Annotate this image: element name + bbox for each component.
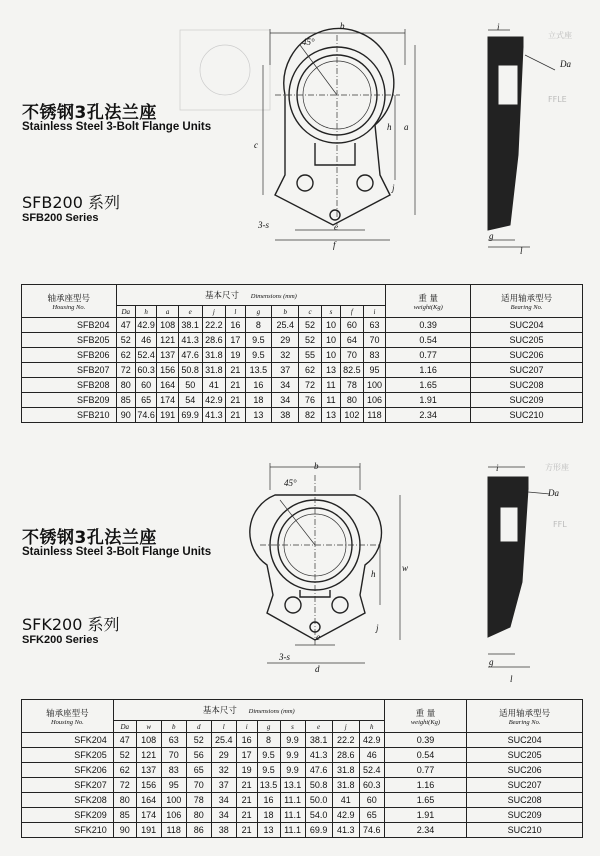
sfb-dim-cell: 11 (321, 393, 340, 408)
sfb-dim-cell: 74.6 (135, 408, 156, 423)
sfb-model-cell: SFB209 (22, 393, 117, 408)
sfb-dim-cell: 174 (157, 393, 178, 408)
sfk-col-d: d (186, 721, 211, 733)
sfb-dim-cell: 106 (363, 393, 386, 408)
sfk-housing-header: 轴承座型号 Housing No. (22, 700, 114, 733)
sfk-model-cell: SFK208 (22, 793, 114, 808)
sfk-dim-cell: 69.9 (305, 823, 332, 838)
table-row (22, 778, 583, 793)
sfk-col-h: h (359, 721, 384, 733)
sfk-dim-cell: 54.0 (305, 808, 332, 823)
sfb-col-c: c (299, 306, 322, 318)
sfb-col-h: h (135, 306, 156, 318)
table-row (22, 363, 583, 378)
sfk-dim-cell: 42.9 (359, 733, 384, 748)
sfb-bearing-cell: SUC206 (471, 348, 583, 363)
sfk-dim-cell: 38.1 (305, 733, 332, 748)
sfk-dim-cell: 21 (236, 793, 257, 808)
sfk-dim-cell: 118 (161, 823, 186, 838)
sfb-dim-cell: 42.9 (135, 318, 156, 333)
sfk-dim-cell: 18 (257, 808, 280, 823)
sfb-dim-cell: 55 (299, 348, 322, 363)
sfk-dim-cell: 52 (113, 748, 136, 763)
sfb-bearing-cell: SUC208 (471, 378, 583, 393)
sfb-dim-cell: 19 (226, 348, 245, 363)
sfk-dim-cell: 191 (136, 823, 161, 838)
table-row (22, 393, 583, 408)
sfb-dim-cell: 22.2 (202, 318, 226, 333)
sfb-weight-cell: 1.16 (386, 363, 471, 378)
sfk-bearing-cell: SUC204 (467, 733, 583, 748)
table-row (22, 823, 583, 838)
sfk-dim-cell: 156 (136, 778, 161, 793)
sfk-dim-cell: 22.2 (332, 733, 359, 748)
sfb-dim-cell: 13 (321, 408, 340, 423)
table-row (22, 793, 583, 808)
sfk-dim-cell: 65 (359, 808, 384, 823)
sfb-dim-cell: 50 (178, 378, 202, 393)
sfb-dim-cell: 102 (341, 408, 364, 423)
sfb-dim-cell: 9.5 (245, 348, 272, 363)
sfk-dim-cell: 29 (211, 748, 236, 763)
sfb-dim-cell: 18 (245, 393, 272, 408)
sfb-dim-cell: 76 (299, 393, 322, 408)
sfb-bearing-cell: SUC205 (471, 333, 583, 348)
sfk-model-cell: SFK206 (22, 763, 114, 778)
sfk-dim-cell: 50.0 (305, 793, 332, 808)
sfb-weight-header: 重 量 weight(Kg) (386, 285, 471, 318)
sfk-dim-cell: 47 (113, 733, 136, 748)
sfb-dim-cell: 52 (116, 333, 135, 348)
s1-dim-i: i (497, 22, 500, 32)
sfb-dim-cell: 13.5 (245, 363, 272, 378)
sfk-dim-cell: 70 (186, 778, 211, 793)
sfk-dim-cell: 52.4 (359, 763, 384, 778)
sfk-dim-cell: 46 (359, 748, 384, 763)
sfk-dim-cell: 80 (113, 793, 136, 808)
sfk-weight-header: 重 量 weight(Kg) (384, 700, 466, 733)
sfk-dim-cell: 42.9 (332, 808, 359, 823)
sfb-dim-cell: 70 (363, 333, 386, 348)
sfk-dim-cell: 121 (136, 748, 161, 763)
sfk-dim-cell: 62 (113, 763, 136, 778)
sfb-weight-cell: 1.65 (386, 378, 471, 393)
s2-dim-angle: 45° (284, 478, 297, 488)
sfk-col-j: j (332, 721, 359, 733)
sfb-dim-cell: 10 (321, 333, 340, 348)
sfb-dim-cell: 191 (157, 408, 178, 423)
s2-dim-3s: 3-s (279, 652, 290, 662)
sfb-dim-cell: 60 (341, 318, 364, 333)
sfb-dim-cell: 25.4 (272, 318, 299, 333)
sfb-dim-cell: 38.1 (178, 318, 202, 333)
sfk-model-cell: SFK204 (22, 733, 114, 748)
s2-dim-h: h (371, 569, 376, 579)
sfb-dim-cell: 13 (321, 363, 340, 378)
sfb-dim-cell: 34 (272, 393, 299, 408)
sfb-dim-cell: 21 (226, 363, 245, 378)
sfk-dim-cell: 41 (332, 793, 359, 808)
sfb-dim-cell: 11 (321, 378, 340, 393)
sfb-dim-cell: 50.8 (178, 363, 202, 378)
sfb-dim-cell: 16 (226, 318, 245, 333)
table-row (22, 348, 583, 363)
sfb-dim-cell: 9.5 (245, 333, 272, 348)
sfk-dim-cell: 78 (186, 793, 211, 808)
sfk-dim-cell: 108 (136, 733, 161, 748)
sfb-dim-cell: 60 (135, 378, 156, 393)
sfb-bearing-cell: SUC210 (471, 408, 583, 423)
sfb-col-i: i (363, 306, 386, 318)
sfk-dim-cell: 9.9 (280, 748, 305, 763)
sfk-dim-cell: 52 (186, 733, 211, 748)
section2-title-zh: 不锈钢3孔法兰座 (22, 528, 157, 548)
sfk-dim-cell: 13.5 (257, 778, 280, 793)
sfb-col-da: Da (116, 306, 135, 318)
sfk-dim-cell: 86 (186, 823, 211, 838)
section1-side-view-drawing (470, 25, 560, 255)
sfb-bearing-cell: SUC204 (471, 318, 583, 333)
sfk-model-cell: SFK210 (22, 823, 114, 838)
sfb-dim-cell: 46 (135, 333, 156, 348)
sfk-dim-cell: 21 (236, 823, 257, 838)
sfb-dim-cell: 52 (299, 318, 322, 333)
sfb-dim-cell: 37 (272, 363, 299, 378)
sfk-dim-cell: 83 (161, 763, 186, 778)
sfk-col-da: Da (113, 721, 136, 733)
sfb-dim-cell: 8 (245, 318, 272, 333)
sfb-dim-cell: 21 (226, 393, 245, 408)
sfk-dim-cell: 56 (186, 748, 211, 763)
sfk-dim-cell: 19 (236, 763, 257, 778)
sfb-model-cell: SFB210 (22, 408, 117, 423)
sfk-col-b: b (161, 721, 186, 733)
sfk-dim-cell: 9.5 (257, 748, 280, 763)
sfk-dim-cell: 41.3 (305, 748, 332, 763)
sfb-dim-cell: 62 (299, 363, 322, 378)
sfk-dim-cell: 11.1 (280, 808, 305, 823)
sfk-model-cell: SFK209 (22, 808, 114, 823)
sfb-model-cell: SFB207 (22, 363, 117, 378)
section1-title-zh: 不锈钢3孔法兰座 (22, 103, 157, 123)
sfb-dim-cell: 41.3 (178, 333, 202, 348)
sfb-dim-cell: 70 (341, 348, 364, 363)
sfk-dim-cell: 21 (236, 808, 257, 823)
sfk-dim-cell: 164 (136, 793, 161, 808)
sfb-dim-cell: 52 (299, 333, 322, 348)
sfb-dim-cell: 41.3 (202, 408, 226, 423)
sfk-dim-cell: 9.9 (280, 763, 305, 778)
table-row (22, 333, 583, 348)
sfk-model-cell: SFK207 (22, 778, 114, 793)
sfb-dim-cell: 47 (116, 318, 135, 333)
sfk-dim-cell: 34 (211, 808, 236, 823)
sfb-dim-cell: 164 (157, 378, 178, 393)
s1-dim-l: l (520, 246, 523, 256)
sfk-dim-cell: 72 (113, 778, 136, 793)
sfb-model-cell: SFB204 (22, 318, 117, 333)
sfb-model-cell: SFB206 (22, 348, 117, 363)
sfk-dim-cell: 41.3 (332, 823, 359, 838)
sfb-dim-cell: 29 (272, 333, 299, 348)
sfb-bearing-cell: SUC209 (471, 393, 583, 408)
sfb-dim-cell: 82 (299, 408, 322, 423)
sfk-dim-cell: 21 (236, 778, 257, 793)
sfk-dim-cell: 13.1 (280, 778, 305, 793)
sfb-dim-cell: 85 (116, 393, 135, 408)
sfb-dim-cell: 21 (226, 378, 245, 393)
table-row (22, 318, 583, 333)
sfk-dim-cell: 31.8 (332, 763, 359, 778)
sfk-bearing-cell: SUC210 (467, 823, 583, 838)
section1-front-view-drawing (255, 25, 425, 250)
sfk-dim-cell: 74.6 (359, 823, 384, 838)
sfb-dim-cell: 62 (116, 348, 135, 363)
sfk-dim-cell: 37 (211, 778, 236, 793)
sfk-weight-cell: 0.77 (384, 763, 466, 778)
sfb-dim-cell: 31.8 (202, 348, 226, 363)
sfk-dim-cell: 80 (186, 808, 211, 823)
sfk-dim-cell: 9.5 (257, 763, 280, 778)
sfk-dim-cell: 34 (211, 793, 236, 808)
sfb-dim-cell: 78 (341, 378, 364, 393)
s1-dim-e: e (334, 222, 338, 232)
sfb-dim-cell: 42.9 (202, 393, 226, 408)
sfk-col-g: g (257, 721, 280, 733)
s2-dim-g: g (489, 657, 494, 667)
sfk-model-cell: SFK205 (22, 748, 114, 763)
section2-side-view-drawing (470, 462, 560, 687)
sfb-dim-cell: 34 (272, 378, 299, 393)
sfb-dim-cell: 95 (363, 363, 386, 378)
sfb-bearing-cell: SUC207 (471, 363, 583, 378)
s1-dim-j: j (392, 183, 395, 193)
sfb-dim-cell: 156 (157, 363, 178, 378)
s1-dim-h: h (387, 122, 392, 132)
sfk-dim-cell: 25.4 (211, 733, 236, 748)
table-row (22, 733, 583, 748)
s1-dim-g: g (489, 231, 494, 241)
sfk-dim-cell: 70 (161, 748, 186, 763)
sfk-col-i: i (236, 721, 257, 733)
sfb-col-a: a (157, 306, 178, 318)
sfk-dim-cell: 38 (211, 823, 236, 838)
sfk-dim-cell: 9.9 (280, 733, 305, 748)
s2-dim-e: e (316, 632, 320, 642)
sfk-bearing-cell: SUC209 (467, 808, 583, 823)
sfb-spec-table (21, 284, 583, 423)
sfb-col-f: f (341, 306, 364, 318)
sfb-dim-cell: 118 (363, 408, 386, 423)
sfb-col-e: e (178, 306, 202, 318)
sfk-dim-cell: 106 (161, 808, 186, 823)
sfb-dim-cell: 17 (226, 333, 245, 348)
sfk-dim-cell: 11.1 (280, 793, 305, 808)
sfk-bearing-cell: SUC208 (467, 793, 583, 808)
s2-dim-d: d (315, 664, 320, 674)
sfk-bearing-cell: SUC206 (467, 763, 583, 778)
sfk-dim-cell: 63 (161, 733, 186, 748)
sfb-col-j: j (202, 306, 226, 318)
s1-dim-da: Da (560, 59, 571, 69)
sfk-dim-cell: 17 (236, 748, 257, 763)
sfb-table-body (22, 318, 583, 423)
sfk-col-l: l (211, 721, 236, 733)
sfb-dim-cell: 41 (202, 378, 226, 393)
s2-dim-b: b (314, 461, 319, 471)
sfk-bearing-cell: SUC205 (467, 748, 583, 763)
sfk-dim-cell: 11.1 (280, 823, 305, 838)
s1-dim-f: f (333, 240, 336, 250)
sfb-dim-cell: 32 (272, 348, 299, 363)
table-row (22, 808, 583, 823)
sfb-dim-cell: 16 (245, 378, 272, 393)
sfb-dim-cell: 10 (321, 348, 340, 363)
sfb-dim-cell: 28.6 (202, 333, 226, 348)
sfk-table-body (22, 733, 583, 838)
table-row (22, 748, 583, 763)
sfb-dim-cell: 100 (363, 378, 386, 393)
sfk-dim-cell: 28.6 (332, 748, 359, 763)
sfb-dim-cell: 65 (135, 393, 156, 408)
table-row (22, 763, 583, 778)
sfb-dim-cell: 80 (341, 393, 364, 408)
sfb-col-b: b (272, 306, 299, 318)
sfk-dim-cell: 47.6 (305, 763, 332, 778)
sfb-dim-cell: 82.5 (341, 363, 364, 378)
sfb-dim-cell: 108 (157, 318, 178, 333)
sfk-bearing-cell: SUC207 (467, 778, 583, 793)
sfb-dim-cell: 21 (226, 408, 245, 423)
section2-front-view-drawing (255, 455, 425, 680)
sfb-dim-cell: 83 (363, 348, 386, 363)
sfk-dim-cell: 13 (257, 823, 280, 838)
s2-dim-i: i (496, 463, 499, 473)
sfb-dim-cell: 47.6 (178, 348, 202, 363)
sfb-dim-cell: 72 (299, 378, 322, 393)
s2-dim-da: Da (548, 488, 559, 498)
table-row (22, 378, 583, 393)
sfb-weight-cell: 0.39 (386, 318, 471, 333)
sfk-col-w: w (136, 721, 161, 733)
sfb-dim-cell: 10 (321, 318, 340, 333)
s1-dim-b: b (340, 21, 345, 31)
sfb-dim-cell: 137 (157, 348, 178, 363)
section2-title-en: Stainless Steel 3-Bolt Flange Units (22, 546, 212, 558)
sfk-weight-cell: 0.39 (384, 733, 466, 748)
sfb-dim-cell: 69.9 (178, 408, 202, 423)
sfk-dim-cell: 32 (211, 763, 236, 778)
s2-dim-l: l (510, 674, 513, 684)
sfk-dimensions-header: 基本尺寸 Dimensions (mm) (113, 700, 384, 721)
s2-dim-j: j (376, 623, 379, 633)
sfk-dim-cell: 65 (186, 763, 211, 778)
sfb-dim-cell: 13 (245, 408, 272, 423)
sfk-dim-cell: 174 (136, 808, 161, 823)
sfb-dim-cell: 90 (116, 408, 135, 423)
sfk-dim-cell: 31.8 (332, 778, 359, 793)
section2-series-zh: SFK200 系列 (22, 615, 120, 634)
sfb-col-l: l (226, 306, 245, 318)
section2-series-en: SFK200 Series (22, 634, 99, 646)
s1-dim-a: a (404, 122, 409, 132)
sfb-model-cell: SFB208 (22, 378, 117, 393)
sfk-dim-cell: 100 (161, 793, 186, 808)
table-row (22, 408, 583, 423)
sfk-dim-cell: 60.3 (359, 778, 384, 793)
sfb-dimensions-header: 基本尺寸 Dimensions (mm) (116, 285, 386, 306)
sfk-col-e: e (305, 721, 332, 733)
s1-dim-3s: 3-s (258, 220, 269, 230)
sfb-weight-cell: 0.54 (386, 333, 471, 348)
sfk-weight-cell: 1.65 (384, 793, 466, 808)
sfk-weight-cell: 2.34 (384, 823, 466, 838)
sfk-weight-cell: 1.16 (384, 778, 466, 793)
s1-dim-angle: 45° (302, 37, 315, 47)
sfb-dim-cell: 63 (363, 318, 386, 333)
sfb-dim-cell: 60.3 (135, 363, 156, 378)
s2-dim-w: w (402, 563, 409, 573)
sfk-dim-cell: 16 (236, 733, 257, 748)
sfk-dim-cell: 85 (113, 808, 136, 823)
sfb-weight-cell: 1.91 (386, 393, 471, 408)
sfk-dim-cell: 137 (136, 763, 161, 778)
sfk-dim-cell: 16 (257, 793, 280, 808)
sfb-weight-cell: 0.77 (386, 348, 471, 363)
sfk-dim-cell: 90 (113, 823, 136, 838)
sfk-col-s: s (280, 721, 305, 733)
sfk-bearing-header: 适用轴承型号 Bearing No. (467, 700, 583, 733)
sfb-dim-cell: 38 (272, 408, 299, 423)
sfb-dim-cell: 80 (116, 378, 135, 393)
sfb-col-s: s (321, 306, 340, 318)
sfb-dim-cell: 64 (341, 333, 364, 348)
sfk-dim-cell: 8 (257, 733, 280, 748)
sfb-dim-cell: 121 (157, 333, 178, 348)
sfb-model-cell: SFB205 (22, 333, 117, 348)
section1-series-en: SFB200 Series (22, 212, 99, 224)
sfk-dim-cell: 95 (161, 778, 186, 793)
s1-dim-c: c (254, 140, 258, 150)
sfb-dim-cell: 31.8 (202, 363, 226, 378)
sfk-spec-table (21, 699, 583, 838)
sfb-dim-cell: 52.4 (135, 348, 156, 363)
section1-title-en: Stainless Steel 3-Bolt Flange Units (22, 121, 212, 133)
sfb-dim-cell: 72 (116, 363, 135, 378)
sfb-dim-cell: 54 (178, 393, 202, 408)
sfk-dim-cell: 60 (359, 793, 384, 808)
sfk-dim-cell: 50.8 (305, 778, 332, 793)
sfb-weight-cell: 2.34 (386, 408, 471, 423)
sfb-bearing-header: 适用轴承型号 Bearing No. (471, 285, 583, 318)
sfk-weight-cell: 0.54 (384, 748, 466, 763)
sfk-weight-cell: 1.91 (384, 808, 466, 823)
sfb-housing-header: 轴承座型号 Housing No. (22, 285, 117, 318)
sfb-col-g: g (245, 306, 272, 318)
section1-series-zh: SFB200 系列 (22, 193, 120, 212)
